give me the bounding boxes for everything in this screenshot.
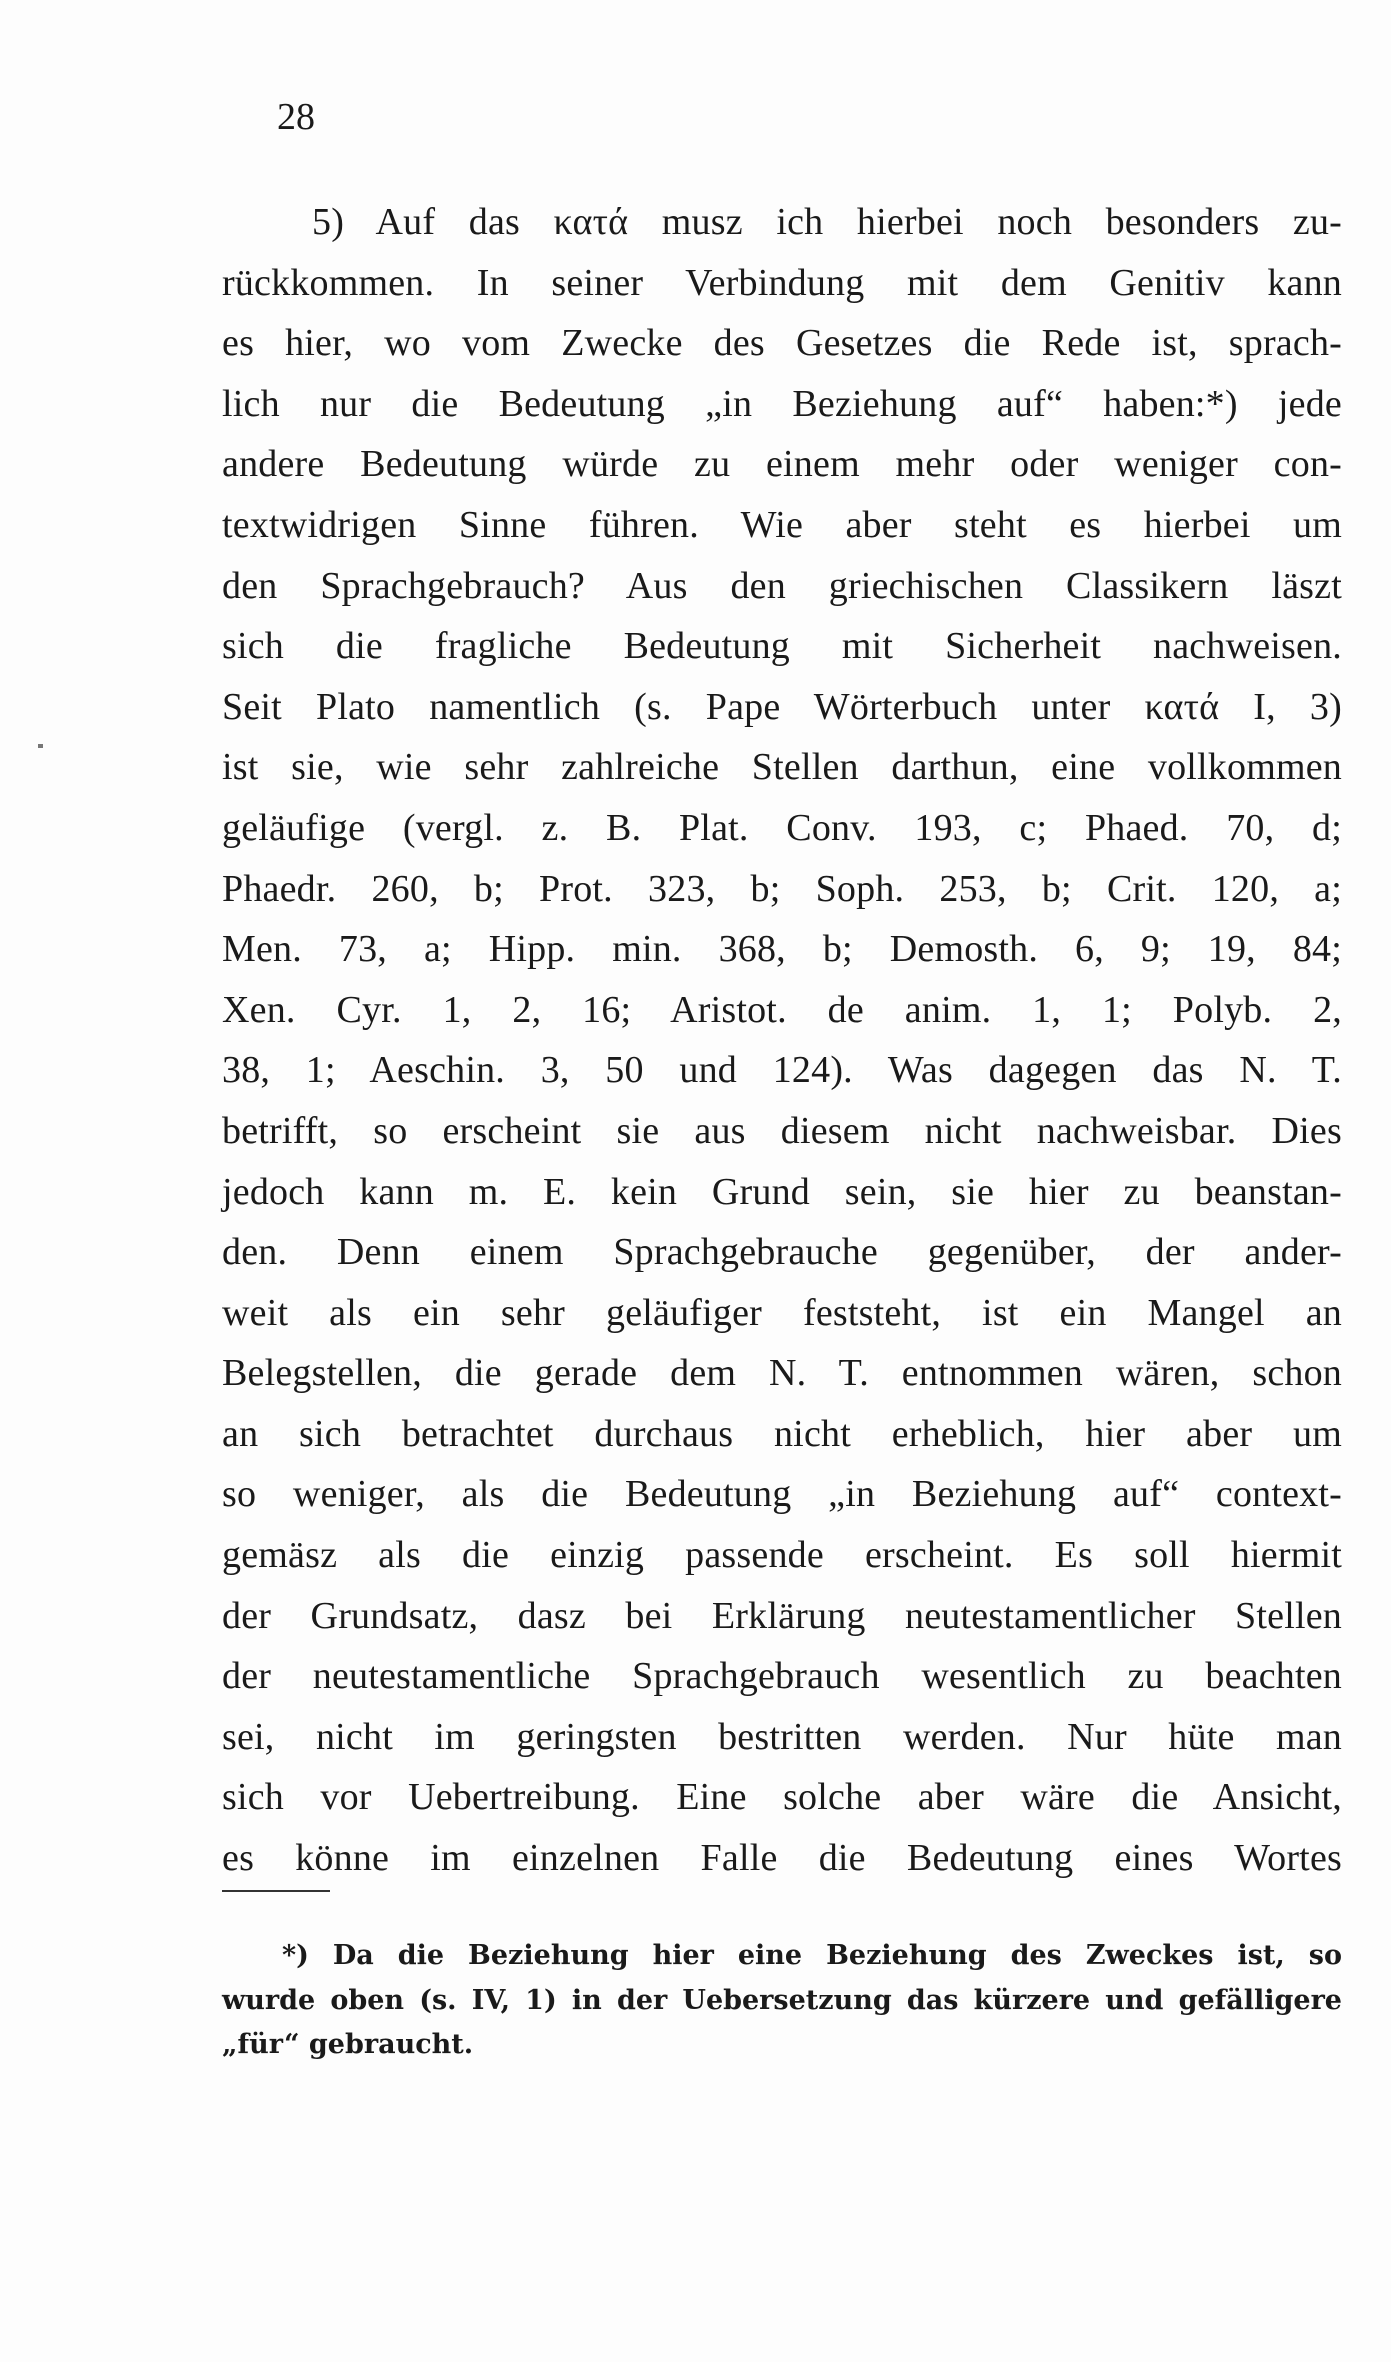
body-line: ist sie, wie sehr zahlreiche Stellen darthun, eine vollkommen [222, 746, 1342, 789]
footnote-line: *) Da die Beziehung hier eine Beziehung des Zweckes ist, so [282, 1940, 1342, 1971]
body-line: der neutestamentliche Sprachgebrauch wesentlich zu beachten [222, 1655, 1342, 1698]
body-line: rückkommen. In seiner Verbindung mit dem Genitiv kann [222, 261, 1342, 304]
body-line: es hier, wo vom Zwecke des Gesetzes die Rede ist, sprach- [222, 322, 1342, 365]
margin-speck [38, 744, 43, 748]
body-line: betrifft, so erscheint sie aus diesem nicht nachweisbar. Dies [222, 1109, 1342, 1152]
body-line: lich nur die Bedeutung „in Beziehung auf“ haben:*) jede [222, 382, 1342, 425]
body-line: gemäsz als die einzig passende erscheint. Es soll hiermit [222, 1534, 1342, 1577]
body-line: geläufige (vergl. z. B. Plat. Conv. 193, c; Phaed. 70, d; [222, 806, 1342, 849]
body-line: sich vor Uebertreibung. Eine solche aber wäre die Ansicht, [222, 1776, 1342, 1819]
body-line: Xen. Cyr. 1, 2, 16; Aristot. de anim. 1, 1; Polyb. 2, [222, 988, 1342, 1031]
footnote [222, 1934, 1342, 2068]
body-line: Belegstellen, die gerade dem N. T. entnommen wären, schon [222, 1352, 1342, 1395]
page-number: 28 [277, 96, 315, 138]
footnote-line: wurde oben (s. IV, 1) in der Uebersetzung das kürzere und gefälligere [222, 1984, 1342, 2016]
body-line: Men. 73, a; Hipp. min. 368, b; Demosth. 6, 9; 19, 84; [222, 928, 1342, 971]
footnote-line: „für“ gebraucht. [222, 2029, 474, 2060]
body-line: jedoch kann m. E. kein Grund sein, sie hier zu beanstan- [222, 1170, 1342, 1213]
body-line: textwidrigen Sinne führen. Wie aber steht es hierbei um [222, 503, 1342, 546]
body-line: es könne im einzelnen Falle die Bedeutung eines Wortes [222, 1837, 1342, 1880]
body-line: sich die fragliche Bedeutung mit Sicherheit nachweisen. [222, 625, 1342, 668]
body-line: 5) Auf das κατά musz ich hierbei noch besonders zu- [312, 201, 1342, 243]
body-text [222, 192, 1342, 1889]
body-line: den Sprachgebrauch? Aus den griechischen Classikern läszt [222, 564, 1342, 607]
body-line: Seit Plato namentlich (s. Pape Wörterbuch unter κατά I, 3) [222, 685, 1342, 728]
body-line: so weniger, als die Bedeutung „in Beziehung auf“ context- [222, 1473, 1342, 1516]
body-line: 38, 1; Aeschin. 3, 50 und 124). Was dagegen das N. T. [222, 1049, 1342, 1092]
footnote-separator [222, 1890, 330, 1892]
body-line: an sich betrachtet durchaus nicht erheblich, hier aber um [222, 1412, 1342, 1455]
body-line: Phaedr. 260, b; Prot. 323, b; Soph. 253, b; Crit. 120, a; [222, 867, 1342, 910]
body-line: den. Denn einem Sprachgebrauche gegenüber, der ander- [222, 1231, 1342, 1274]
body-line: andere Bedeutung würde zu einem mehr oder weniger con- [222, 443, 1342, 486]
body-line: weit als ein sehr geläufiger feststeht, ist ein Mangel an [222, 1291, 1342, 1334]
body-line: sei, nicht im geringsten bestritten werden. Nur hüte man [222, 1715, 1342, 1758]
body-line: der Grundsatz, dasz bei Erklärung neutestamentlicher Stellen [222, 1594, 1342, 1637]
